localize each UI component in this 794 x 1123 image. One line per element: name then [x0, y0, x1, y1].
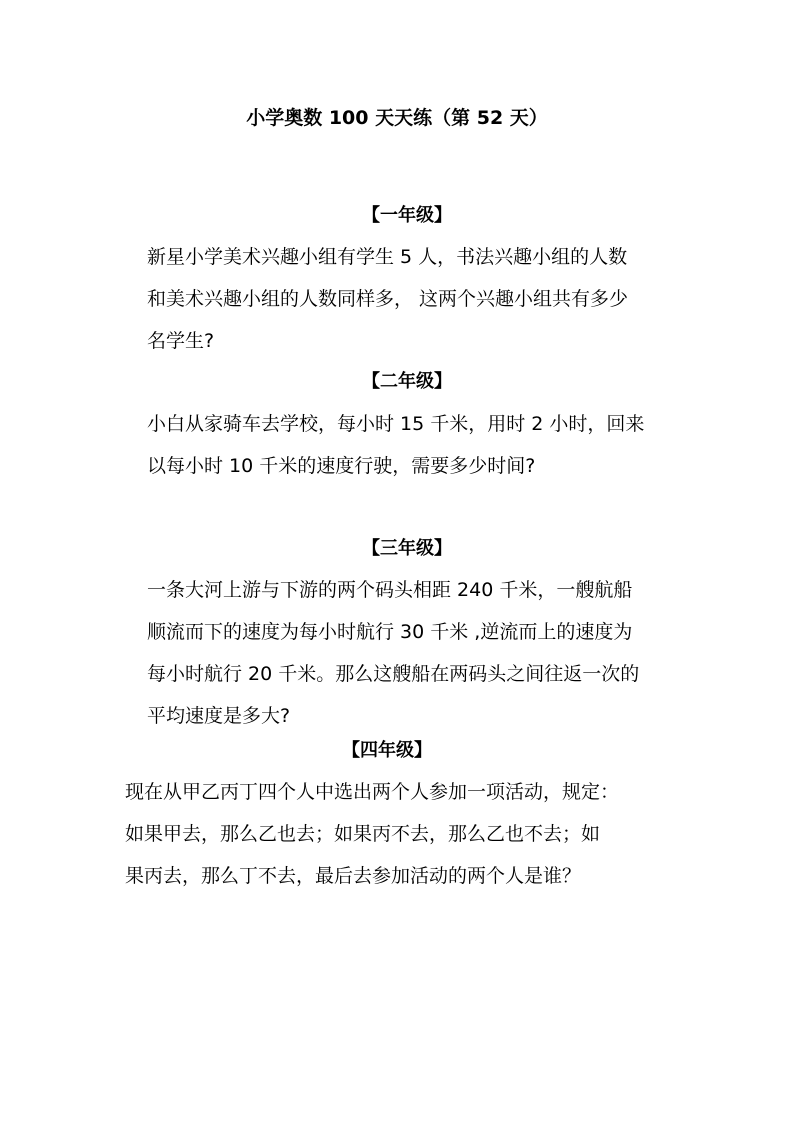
- question-line: 果丙去，那么丁不去，最后去参加活动的两个人是谁？: [125, 865, 582, 887]
- section-heading-grade-1: 【一年级】: [362, 205, 452, 226]
- section-heading-grade-3: 【三年级】: [362, 538, 452, 559]
- question-line: 顺流而下的速度为每小时航行 30 千米 ,逆流而上的速度为: [147, 621, 633, 643]
- question-line: 现在从甲乙丙丁四个人中选出两个人参加一项活动，规定：: [125, 781, 620, 803]
- question-grade-2: [147, 403, 677, 487]
- question-grade-1: [147, 236, 677, 362]
- question-grade-3: [147, 569, 677, 737]
- question-line: 每小时航行 20 千米。那么这艘船在两码头之间往返一次的: [147, 663, 640, 685]
- question-line: 以每小时 10 千米的速度行驶，需要多少时间?: [147, 455, 536, 477]
- question-line: 名学生?: [147, 330, 215, 352]
- question-grade-4: [125, 771, 685, 897]
- question-line: 和美术兴趣小组的人数同样多， 这两个兴趣小组共有多少: [147, 288, 629, 310]
- question-line: 新星小学美术兴趣小组有学生 5 人，书法兴趣小组的人数: [147, 246, 628, 268]
- question-line: 如果甲去，那么乙也去；如果丙不去，那么乙也不去；如: [125, 823, 601, 845]
- question-line: 一条大河上游与下游的两个码头相距 240 千米，一艘航船: [147, 579, 633, 601]
- page-title: 小学奥数 100 天天练（第 52 天）: [246, 107, 548, 129]
- section-heading-grade-2: 【二年级】: [362, 371, 452, 392]
- question-line: 小白从家骑车去学校，每小时 15 千米，用时 2 小时，回来: [147, 413, 645, 435]
- section-heading-grade-4: 【四年级】: [342, 740, 432, 761]
- question-line: 平均速度是多大?: [147, 705, 291, 727]
